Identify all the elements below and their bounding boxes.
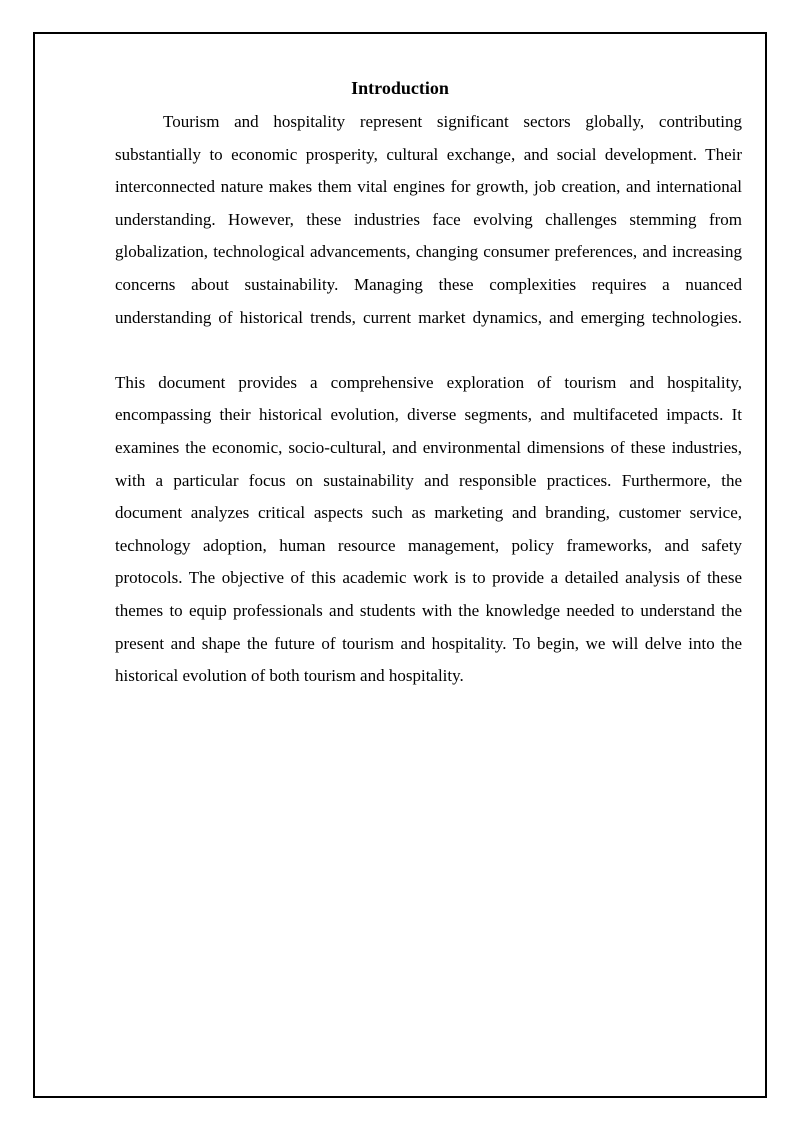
document-body [115,106,742,693]
paragraph-overview: This document provides a comprehensive exploration of tourism and hospitality, encompassing their historical evolution, diverse segments, and multifaceted impacts. It examines the economic, socio-cultural, and environmental dimensions of these industries, with a particular focus on sustainability and responsible practices. Furthermore, the document analyzes critical aspects such as marketing and branding, customer service, technology adoption, human resource management, policy frameworks, and safety protocols. The objective of this academic work is to provide a detailed analysis of these themes to equip professionals and students with the knowledge needed to understand the present and shape the future of tourism and hospitality. To begin, we will delve into the historical evolution of both tourism and hospitality. [115,372,742,686]
document-heading: Introduction [351,78,449,98]
paragraph-intro: Tourism and hospitality represent significant sectors globally, contributing substantially to economic prosperity, cultural exchange, and social development. Their interconnected nature makes them vital engines for growth, job creation, and international understanding. However, these industries face evolving challenges stemming from globalization, technological advancements, changing consumer preferences, and increasing concerns about sustainability. Managing these complexities requires a nuanced understanding of historical trends, current market dynamics, and emerging technologies. [115,112,742,327]
